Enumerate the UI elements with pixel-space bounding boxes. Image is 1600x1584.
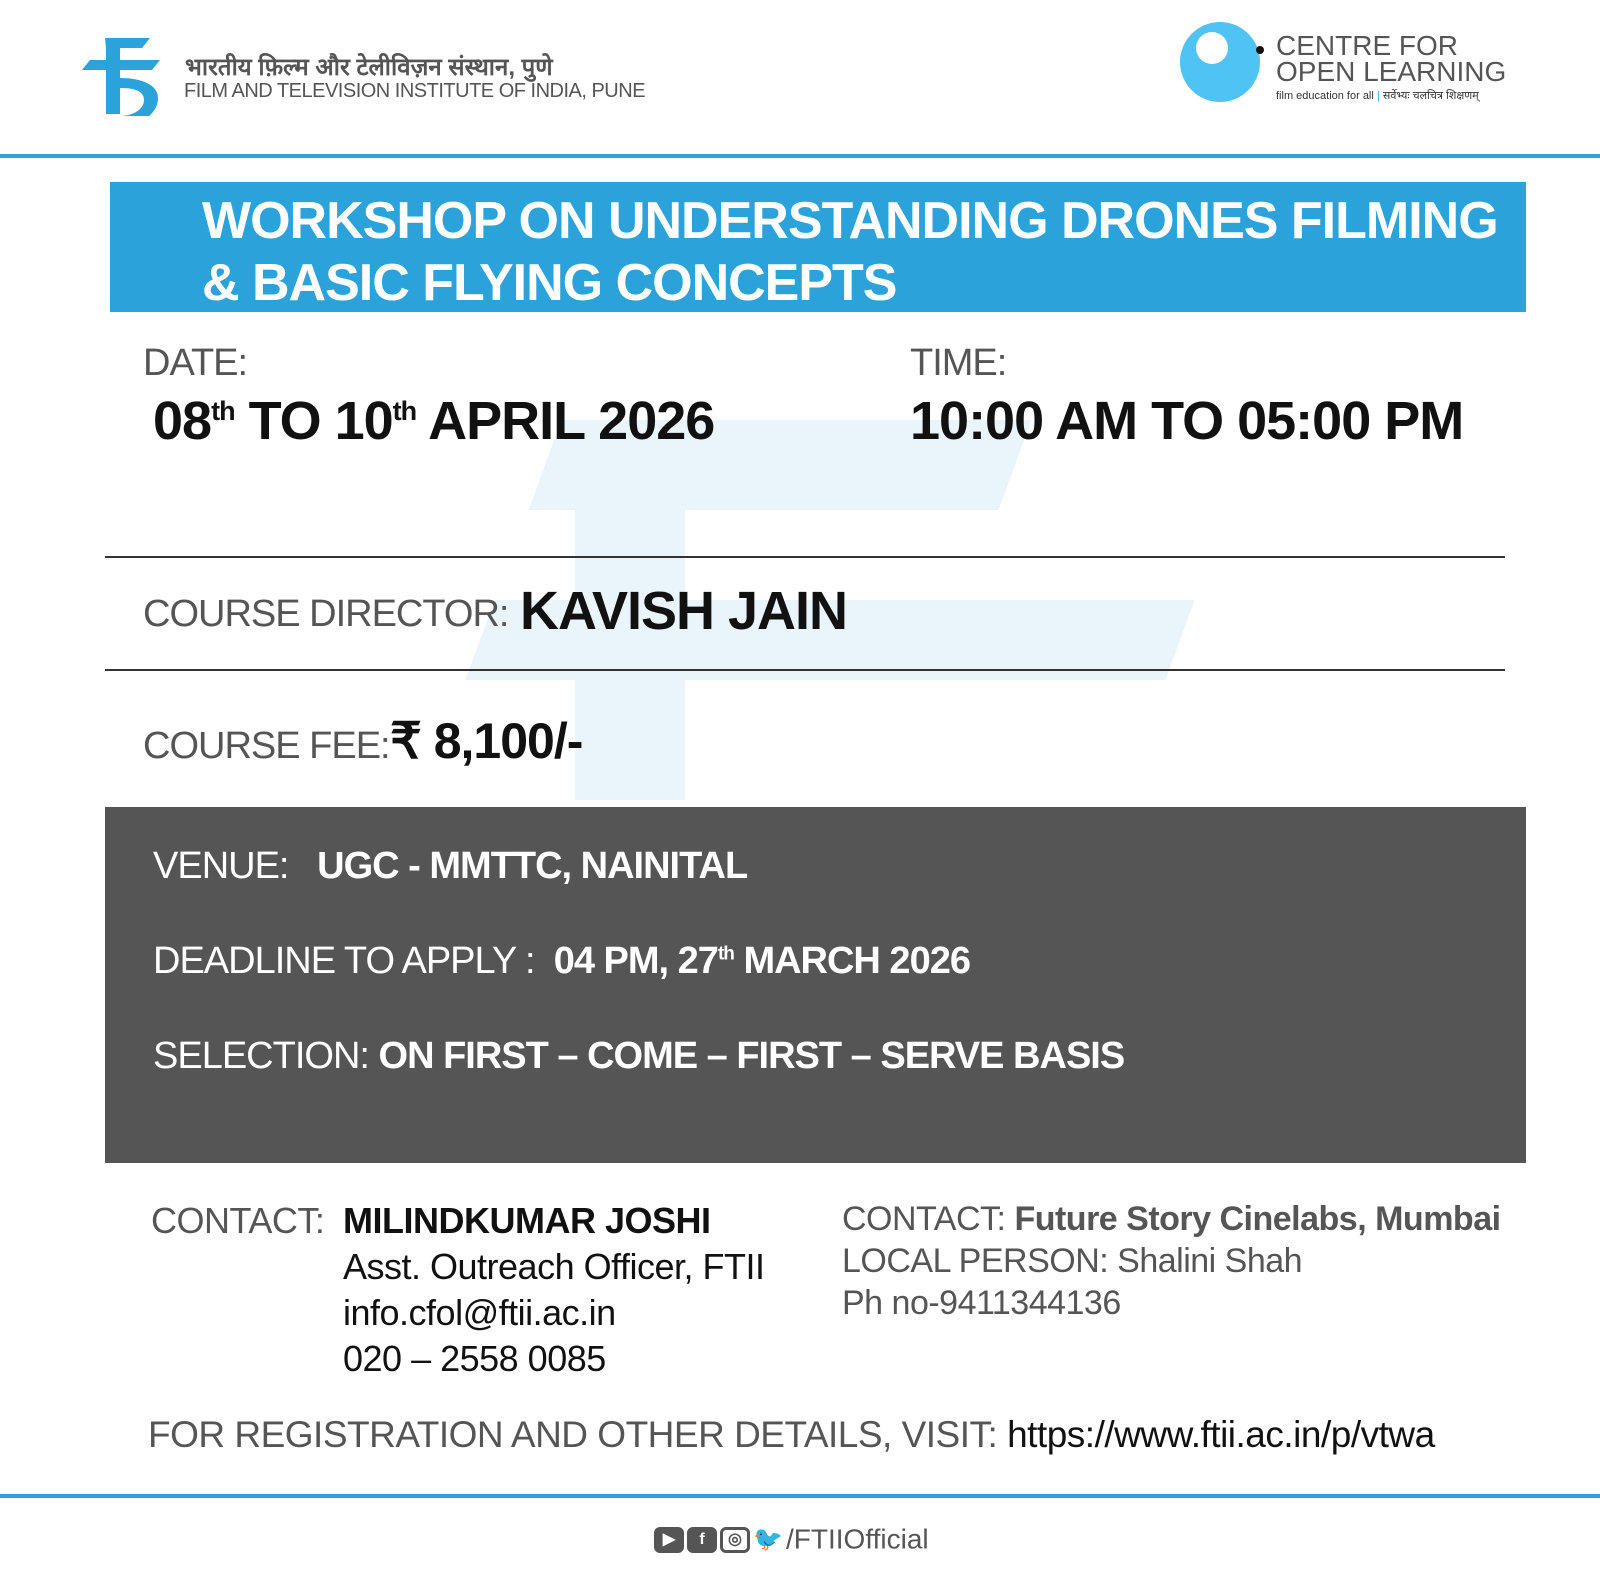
date-sup2: th	[392, 396, 417, 426]
cfol-line2: OPEN LEARNING	[1276, 56, 1507, 87]
date-rest: APRIL 2026	[416, 391, 715, 451]
cfol-line1: CENTRE FOR	[1276, 30, 1458, 61]
ftii-logo	[80, 36, 165, 116]
social-handle[interactable]: /FTIIOfficial	[786, 1523, 929, 1555]
contact1-phone: 020 – 2558 0085	[343, 1338, 606, 1379]
registration-row	[148, 1414, 1435, 1456]
facebook-icon[interactable]: f	[687, 1527, 717, 1553]
date-sup1: th	[211, 396, 235, 426]
date-day1: 08	[153, 391, 212, 451]
deadline-pre: 04 PM, 27	[553, 940, 718, 982]
social-row	[654, 1522, 929, 1556]
date-value	[153, 390, 714, 452]
instagram-icon[interactable]: ◎	[720, 1527, 750, 1553]
contact2-line2	[842, 1240, 1501, 1282]
deadline-value	[554, 940, 970, 982]
contact1-name: MILINDKUMAR JOSHI	[343, 1200, 711, 1241]
venue-label: VENUE:	[153, 845, 289, 887]
fee-label: COURSE FEE:	[143, 725, 390, 767]
date-label: DATE:	[143, 342, 248, 384]
fee-value: ₹ 8,100/-	[390, 713, 583, 769]
cfol-tagline-row: film education for all | सर्वेभ्यः चलचित्र शिक्षणम्	[1276, 90, 1479, 102]
venue-value: UGC - MMTTC, NAINITAL	[317, 845, 748, 887]
cfol-tagline: film education for all	[1276, 90, 1374, 102]
contact2-local-label: LOCAL PERSON:	[842, 1242, 1109, 1280]
ftii-name-english: FILM AND TELEVISION INSTITUTE OF INDIA, PUNE	[184, 80, 646, 102]
contact2-line1	[842, 1198, 1501, 1240]
director-label: COURSE DIRECTOR:	[143, 593, 509, 635]
selection-value: ON FIRST – COME – FIRST – SERVE BASIS	[378, 1035, 1125, 1077]
contact1-block	[343, 1198, 764, 1382]
date-mid: TO 10	[234, 391, 393, 451]
time-value: 10:00 AM TO 05:00 PM	[910, 391, 1464, 451]
time-label: TIME:	[910, 342, 1007, 384]
contact2-local-name: Shalini Shah	[1117, 1242, 1303, 1280]
bottom-rule	[0, 1494, 1600, 1498]
selection-label: SELECTION:	[153, 1035, 369, 1077]
details-band	[105, 807, 1526, 1163]
contact2-phone: Ph no-9411344136	[842, 1284, 1121, 1322]
deadline-sup: th	[717, 943, 734, 965]
registration-link[interactable]: https://www.ftii.ac.in/p/vtwa	[1007, 1414, 1435, 1455]
contact2-org: Future Story Cinelabs, Mumbai	[1014, 1200, 1501, 1238]
cfol-dot	[1256, 46, 1264, 54]
contact1-email[interactable]: info.cfol@ftii.ac.in	[343, 1292, 616, 1333]
title-line1: WORKSHOP ON UNDERSTANDING DRONES FILMING	[202, 192, 1498, 250]
divider	[105, 556, 1505, 558]
ftii-name-hindi: भारतीय फ़िल्म और टेलीविज़न संस्थान, पुणे	[185, 54, 553, 81]
deadline-row	[153, 940, 970, 983]
director-value: KAVISH JAIN	[520, 581, 848, 641]
contact1-role: Asst. Outreach Officer, FTII	[343, 1246, 765, 1287]
registration-label: FOR REGISTRATION AND OTHER DETAILS, VISIT:	[148, 1414, 998, 1455]
cfol-tagline-hindi: सर्वेभ्यः चलचित्र शिक्षणम्	[1382, 90, 1479, 102]
cfol-logo	[1180, 22, 1260, 102]
deadline-post: MARCH 2026	[733, 940, 970, 982]
contact1-label: CONTACT:	[151, 1200, 325, 1241]
selection-row	[153, 1035, 1124, 1078]
contact2-block	[842, 1198, 1501, 1324]
title-band	[110, 182, 1526, 312]
youtube-icon[interactable]: ▶	[654, 1527, 684, 1553]
twitter-icon[interactable]: 🐦	[753, 1525, 783, 1553]
title-line2: & BASIC FLYING CONCEPTS	[202, 254, 897, 312]
venue-row	[153, 845, 747, 888]
divider	[105, 669, 1505, 671]
deadline-label: DEADLINE TO APPLY :	[153, 940, 535, 982]
contact2-label: CONTACT:	[842, 1200, 1006, 1238]
top-rule	[0, 154, 1600, 158]
